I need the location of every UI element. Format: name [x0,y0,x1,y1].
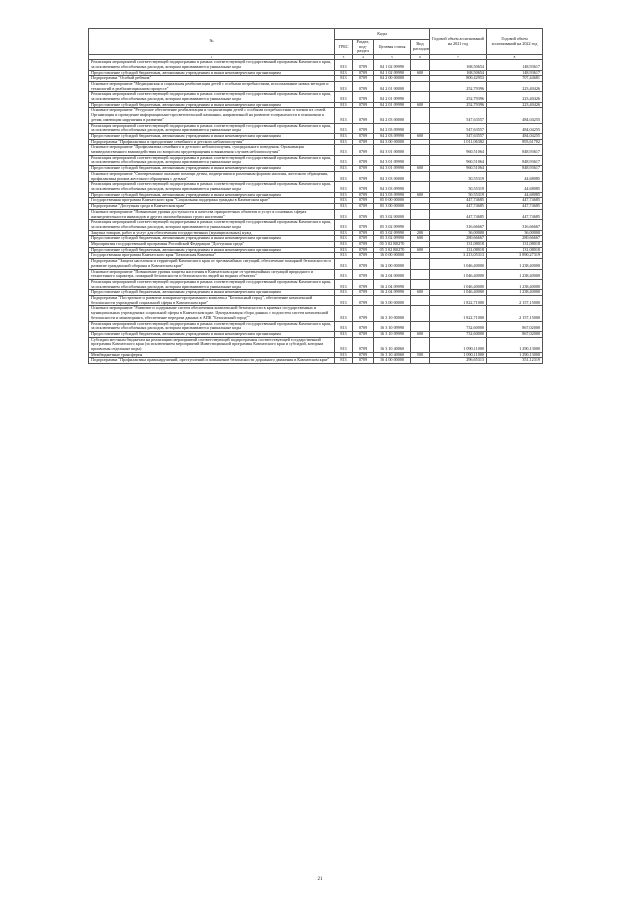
row-vr-cell [411,358,430,364]
row-name-cell: Государственная программа Камчатского края "Безопасная Камчатка" [89,253,335,259]
row-vr-cell [411,269,430,279]
row-grbs-cell: 813 [335,253,353,259]
row-2022-value: 44,68085 [487,182,543,192]
row-name-cell: Реализация мероприятий соответствующей подпрограммы в рамках соответствующей государственной программы Камчатского края, за исключением обособленных расходов, которым присваиваются уникальные коды [89,155,335,165]
row-rzpr-cell: 0709 [353,139,374,145]
row-rzpr-cell: 0709 [353,358,374,364]
table-row [89,60,543,70]
table-row [89,171,543,181]
row-2022-value: 223,40426 [487,81,543,91]
row-vr-cell: 200 [411,230,430,236]
row-vr-cell: 600 [411,192,430,198]
row-name-cell: Подпрограмма "Защита населения и территорий Камчатского края от чрезвычайных ситуаций, обеспечение пожарной безопасности и развитие гражданской обороны в Камчатском крае" [89,259,335,269]
row-name-cell: Реализация мероприятий соответствующей подпрограммы в рамках соответствующей государственной программы Камчатского края, за исключением обособленных расходов, которым присваиваются уникальные коды [89,182,335,192]
row-2022-value: 1 290,13000 [487,337,543,352]
row-rzpr-cell: 0709 [353,76,374,82]
row-rzpr-cell: 0709 [353,296,374,306]
row-2022-value: 2 157,15000 [487,306,543,321]
row-2022-value: 867,02000 [487,331,543,337]
row-grbs-cell: 813 [335,76,353,82]
budget-table [88,28,543,364]
row-vr-cell: 600 [411,70,430,76]
row-grbs-cell: 813 [335,337,353,352]
row-name-cell: Основное мероприятие "Повышение уровня доступности и качества приоритетных объектов и услуг в основных сферах жизнедеятельности инвалидов и других маломобильных групп населения" [89,209,335,219]
row-rzpr-cell: 0709 [353,171,374,181]
row-csr-cell: 04 1 02 09990 [374,70,411,76]
row-vr-cell [411,182,430,192]
row-2021-value: 960,51064 [430,166,487,172]
row-name-cell: Предоставление субсидий бюджетным, автономным учреждениям и иным некоммерческим организациям [89,290,335,296]
row-vr-cell [411,108,430,123]
row-name-cell: Реализация мероприятий соответствующей подпрограммы в рамках соответствующей государственной программы Камчатского края, за исключением обособленных расходов, которым присваиваются уникальные коды [89,60,335,70]
row-2021-value: 131,08018 [430,242,487,248]
table-row [89,81,543,91]
row-grbs-cell: 813 [335,259,353,269]
row-2021-value: 447,74685 [430,198,487,204]
row-2021-value: 547,63557 [430,123,487,133]
row-grbs-cell: 813 [335,321,353,331]
row-2021-value: 252,79396 [430,81,487,91]
row-2022-value: 848,93617 [487,166,543,172]
row-name-cell: Мероприятия государственной программы Российской Федерации "Доступная среда" [89,242,335,248]
row-rzpr-cell: 0709 [353,102,374,108]
row-rzpr-cell: 0709 [353,220,374,230]
row-grbs-cell: 813 [335,220,353,230]
row-name-cell: Межбюджетные трансферты [89,352,335,358]
row-csr-cell: 05 3 02 09990 [374,230,411,236]
row-2021-value: 1 822,71000 [430,296,487,306]
row-2021-value: 3 213,05313 [430,253,487,259]
row-vr-cell [411,92,430,102]
row-rzpr-cell: 0709 [353,321,374,331]
row-grbs-cell: 813 [335,331,353,337]
row-csr-cell: 16 3 10 09990 [374,321,411,331]
row-name-cell: Субсидии местным бюджетам на реализацию мероприятий соответствующей подпрограммы соответствующей государственной программы Камчатского края (за исключением мероприятий Инвестиционной программы Камчатского края и субсидий, которым присвоены отдельные коды) [89,337,335,352]
row-csr-cell: 16 2 04 09990 [374,279,411,289]
row-vr-cell [411,220,430,230]
row-csr-cell: 16 3 10 09990 [374,331,411,337]
row-grbs-cell: 813 [335,171,353,181]
row-csr-cell: 04 2 01 09990 [374,102,411,108]
row-2021-value: 800,42953 [430,76,487,82]
row-2022-value: 1 238,40000 [487,259,543,269]
column-index: 6 [411,55,430,60]
row-rzpr-cell: 0709 [353,60,374,70]
document-page [88,28,542,364]
table-row [89,358,543,364]
row-rzpr-cell: 0709 [353,192,374,198]
row-2022-value: 280,66667 [487,236,543,242]
row-grbs-cell: 813 [335,247,353,253]
row-grbs-cell: 813 [335,230,353,236]
row-2022-value: 1 290,13000 [487,352,543,358]
row-2021-value: 252,79396 [430,92,487,102]
row-2022-value: 447,74685 [487,209,543,219]
row-2022-value: 867,02000 [487,321,543,331]
row-csr-cell: 04 2 00 00000 [374,76,411,82]
row-grbs-cell: 813 [335,166,353,172]
row-vr-cell: 600 [411,247,430,253]
row-csr-cell: 05 3 02 00000 [374,209,411,219]
row-grbs-cell: 813 [335,102,353,108]
row-name-cell: Реализация мероприятий соответствующей подпрограммы в рамках соответствующей государственной программы Камчатского края, за исключением обособленных расходов, которым присваиваются уникальные коды [89,321,335,331]
column-index: 3 [335,55,353,60]
row-name-cell: Основное мероприятие "Профилактика семейного и детского неблагополучия, суицидального поведения. Организация межведомственного взаимодействия по вопросам предотвращения и выявления случаев неблагополучия" [89,145,335,155]
row-rzpr-cell: 0709 [353,92,374,102]
row-csr-cell: 16 4 00 00000 [374,358,411,364]
row-2021-value: 1 090,11000 [430,337,487,352]
row-2021-value: 1 011,06382 [430,139,487,145]
row-rzpr-cell: 0709 [353,352,374,358]
row-2022-value: 447,74685 [487,198,543,204]
row-grbs-cell: 813 [335,290,353,296]
row-rzpr-cell: 0709 [353,242,374,248]
table-row [89,321,543,331]
column-index: 4 [353,55,374,60]
row-name-cell: Реализация мероприятий соответствующей подпрограммы в рамках соответствующей государственной программы Камчатского края, за исключением обособленных расходов, которым присваиваются уникальные коды [89,220,335,230]
row-2021-value: 447,74685 [430,209,487,219]
table-row [89,269,543,279]
row-rzpr-cell: 0709 [353,70,374,76]
table-row [89,182,543,192]
table-row [89,123,543,133]
row-2022-value: 484,04255 [487,133,543,139]
row-2022-value: 447,74685 [487,204,543,210]
row-2022-value: 484,04255 [487,108,543,123]
row-rzpr-cell: 0709 [353,253,374,259]
row-2022-value: 36,00000 [487,230,543,236]
row-2021-value: 50,55319 [430,182,487,192]
row-2021-value: 168,50654 [430,60,487,70]
row-grbs-cell: 813 [335,81,353,91]
row-2022-value: 1 238,40000 [487,290,543,296]
row-name-cell: Предоставление субсидий бюджетным, автономным учреждениям и иным некоммерческим организациям [89,133,335,139]
row-rzpr-cell: 0709 [353,81,374,91]
row-rzpr-cell: 0709 [353,230,374,236]
row-csr-cell: 05 3 02 R0270 [374,247,411,253]
column-header-name: № [89,29,335,55]
row-name-cell: Закупка товаров, работ и услуг для обеспечения государственных (муниципальных) нужд [89,230,335,236]
row-vr-cell [411,259,430,269]
row-2021-value: 960,51064 [430,155,487,165]
row-vr-cell: 500 [411,352,430,358]
row-2021-value: 252,79396 [430,102,487,108]
row-2022-value: 3 890,27319 [487,253,543,259]
row-grbs-cell: 813 [335,145,353,155]
column-header-codes: Коды [335,29,430,40]
column-index: 7 [430,55,487,60]
row-name-cell: Предоставление субсидий бюджетным, автономным учреждениям и иным некоммерческим организациям [89,102,335,108]
row-vr-cell [411,123,430,133]
row-csr-cell: 16 3 10 40060 [374,337,411,352]
row-vr-cell: 600 [411,290,430,296]
row-grbs-cell: 813 [335,60,353,70]
row-2021-value: 1 046,40000 [430,290,487,296]
row-csr-cell: 04 3 01 09990 [374,155,411,165]
row-csr-cell: 04 2 03 00000 [374,108,411,123]
row-name-cell: Реализация мероприятий соответствующей подпрограммы в рамках соответствующей государственной программы Камчатского края, за исключением обособленных расходов, которым присваиваются уникальные коды [89,279,335,289]
table-row [89,92,543,102]
row-vr-cell [411,337,430,352]
row-csr-cell: 16 3 10 00000 [374,306,411,321]
row-name-cell: Основное мероприятие "Медицинская и социальная реабилитация детей с особыми потребностями, использование новых методов и технологий в реабилитационном процессе" [89,81,335,91]
row-2021-value: 1 046,40000 [430,259,487,269]
row-rzpr-cell: 0709 [353,145,374,155]
row-grbs-cell: 813 [335,155,353,165]
row-2022-value: 2 157,15000 [487,296,543,306]
row-2022-value: 223,40426 [487,92,543,102]
row-name-cell: Подпрограмма "Особый ребенок" [89,76,335,82]
row-2021-value: 1 046,40000 [430,269,487,279]
row-rzpr-cell: 0709 [353,182,374,192]
row-csr-cell: 04 2 01 09990 [374,92,411,102]
row-name-cell: Государственная программа Камчатского края "Социальная поддержка граждан в Камчатском крае" [89,198,335,204]
row-csr-cell: 04 3 03 09990 [374,192,411,198]
row-vr-cell [411,60,430,70]
row-name-cell: Подпрограмма "Доступная среда в Камчатском крае" [89,204,335,210]
row-rzpr-cell: 0709 [353,306,374,321]
row-csr-cell: 05 3 02 R0270 [374,242,411,248]
row-csr-cell: 04 2 03 09990 [374,133,411,139]
column-header-vr: Вид расходов [411,40,430,55]
row-grbs-cell: 813 [335,242,353,248]
row-vr-cell [411,81,430,91]
row-2021-value: 131,08018 [430,247,487,253]
table-row [89,337,543,352]
row-grbs-cell: 813 [335,108,353,123]
row-rzpr-cell: 0709 [353,337,374,352]
row-vr-cell: 600 [411,133,430,139]
row-name-cell: Предоставление субсидий бюджетным, автономным учреждениям и иным некоммерческим организациям [89,70,335,76]
row-2022-value: 1 238,40000 [487,279,543,289]
row-2022-value: 351,12319 [487,358,543,364]
row-csr-cell: 16 2 04 00000 [374,269,411,279]
row-grbs-cell: 813 [335,236,353,242]
row-csr-cell: 04 3 00 00000 [374,139,411,145]
row-grbs-cell: 813 [335,358,353,364]
table-row [89,220,543,230]
row-grbs-cell: 813 [335,198,353,204]
row-rzpr-cell: 0709 [353,259,374,269]
row-name-cell: Основное мероприятие "Повышение уровня защиты населения в Камчатском крае от чрезвычайных ситуаций природного и техногенного характера, пожарной безопасности и безопасности людей на водных объектах" [89,269,335,279]
row-rzpr-cell: 0709 [353,209,374,219]
row-name-cell: Предоставление субсидий бюджетным, автономным учреждениям и иным некоммерческим организациям [89,192,335,198]
row-vr-cell [411,155,430,165]
row-2021-value: 732,60000 [430,331,487,337]
row-grbs-cell: 813 [335,269,353,279]
column-header-rzpr: Раздел, под-раздел [353,40,374,55]
row-name-cell: Предоставление субсидий бюджетным, автономным учреждениям и иным некоммерческим организациям [89,166,335,172]
row-vr-cell [411,306,430,321]
row-2021-value: 36,00000 [430,230,487,236]
row-name-cell: Предоставление субсидий бюджетным, автономным учреждениям и иным некоммерческим организациям [89,247,335,253]
row-2021-value: 168,50654 [430,70,487,76]
row-vr-cell [411,171,430,181]
table-row [89,306,543,321]
row-rzpr-cell: 0709 [353,198,374,204]
row-2022-value: 893,61702 [487,139,543,145]
row-csr-cell: 04 1 02 09990 [374,60,411,70]
row-csr-cell: 16 2 04 09990 [374,290,411,296]
row-2022-value: 44,68085 [487,171,543,181]
row-grbs-cell: 813 [335,92,353,102]
row-rzpr-cell: 0709 [353,290,374,296]
row-vr-cell: 600 [411,102,430,108]
row-csr-cell: 16 0 00 00000 [374,253,411,259]
table-row [89,209,543,219]
row-2022-value: 148,93617 [487,60,543,70]
row-2022-value: 148,93617 [487,70,543,76]
row-csr-cell: 04 2 03 09990 [374,123,411,133]
row-2021-value: 547,63557 [430,108,487,123]
row-rzpr-cell: 0709 [353,204,374,210]
row-name-cell: Основное мероприятие "Ресурсное обеспечение реабилитации и социализации детей с особыми потребностями и членов их семей. Организация и проведение информационно-просветительской кампании, направленной на развитие толерантности в отношении к детям, имеющим нарушения в развитии" [89,108,335,123]
row-vr-cell [411,296,430,306]
row-2021-value: 732,60000 [430,321,487,331]
row-csr-cell: 16 3 10 40060 [374,352,411,358]
row-name-cell: Основное мероприятие "Своевременное оказание помощи детям, подвергшимся различным формам насилия, жестокого обращения, профилактика рисков жестокого обращения с детьми" [89,171,335,181]
row-2022-value: 316,66667 [487,220,543,230]
row-rzpr-cell: 0709 [353,247,374,253]
row-grbs-cell: 813 [335,209,353,219]
row-2022-value: 707,44681 [487,76,543,82]
row-grbs-cell: 813 [335,139,353,145]
column-header-grbs: ГРБС [335,40,353,55]
row-grbs-cell: 813 [335,123,353,133]
row-grbs-cell: 813 [335,296,353,306]
row-rzpr-cell: 0709 [353,108,374,123]
row-name-cell: Подпрограмма "Профилактика и преодоление семейного и детского неблагополучия" [89,139,335,145]
row-2021-value: 960,51064 [430,145,487,155]
row-csr-cell: 05 0 00 00000 [374,198,411,204]
row-2021-value: 50,55319 [430,171,487,181]
page-number: 21 [317,877,323,882]
row-csr-cell: 16 3 00 00000 [374,296,411,306]
row-name-cell: Предоставление субсидий бюджетным, автономным учреждениям и иным некоммерческим организациям [89,236,335,242]
row-rzpr-cell: 0709 [353,269,374,279]
row-name-cell: Реализация мероприятий соответствующей подпрограммы в рамках соответствующей государственной программы Камчатского края, за исключением обособленных расходов, которым присваиваются уникальные коды [89,123,335,133]
table-row [89,259,543,269]
row-name-cell: Основное мероприятие "Развитие и содержание систем обеспечения комплексной безопасности в краевых государственных и муниципальных учреждениях социальной сферы в Камчатском крае. Централизация сбора данных с подсистем систем комплексной безопасности и мониторинга, обеспечение передачи данных в АПК "Безопасный город"" [89,306,335,321]
row-grbs-cell: 813 [335,192,353,198]
row-grbs-cell: 813 [335,352,353,358]
table-row [89,155,543,165]
row-grbs-cell: 813 [335,279,353,289]
column-index: 5 [374,55,411,60]
row-2021-value: 547,63557 [430,133,487,139]
row-2021-value: 1 046,40000 [430,279,487,289]
row-grbs-cell: 813 [335,306,353,321]
row-rzpr-cell: 0709 [353,279,374,289]
row-csr-cell: 04 3 01 00000 [374,145,411,155]
column-index: 1 [89,55,335,60]
column-header-2021: Годовой объем ассигнований на 2021 год [430,29,487,55]
row-vr-cell [411,209,430,219]
table-row [89,296,543,306]
row-name-cell: Подпрограмма "Построение и развитие аппаратно-программного комплекса "Безопасный город", обеспечение комплексной безопасности учреждений социальной сферы в Камчатском крае" [89,296,335,306]
row-2021-value: 447,74685 [430,204,487,210]
row-2022-value: 44,68085 [487,192,543,198]
row-csr-cell: 16 2 00 00000 [374,259,411,269]
row-2022-value: 131,08018 [487,242,543,248]
column-header-2022: Годовой объем ассигнований на 2022 год [487,29,543,55]
table-row [89,279,543,289]
row-2021-value: 296,65313 [430,358,487,364]
row-vr-cell: 600 [411,331,430,337]
row-grbs-cell: 813 [335,70,353,76]
row-rzpr-cell: 0709 [353,236,374,242]
row-csr-cell: 05 3 02 09990 [374,220,411,230]
row-grbs-cell: 813 [335,133,353,139]
row-rzpr-cell: 0709 [353,123,374,133]
row-2021-value: 316,66667 [430,220,487,230]
row-name-cell: Предоставление субсидий бюджетным, автономным учреждениям и иным некоммерческим организациям [89,331,335,337]
column-header-csr: Целевая статья [374,40,411,55]
row-grbs-cell: 813 [335,204,353,210]
row-vr-cell: 600 [411,166,430,172]
row-csr-cell: 05 3 00 00000 [374,204,411,210]
row-vr-cell [411,145,430,155]
row-rzpr-cell: 0709 [353,133,374,139]
row-2022-value: 484,04255 [487,123,543,133]
row-name-cell: Реализация мероприятий соответствующей подпрограммы в рамках соответствующей государственной программы Камчатского края, за исключением обособленных расходов, которым присваиваются уникальные коды [89,92,335,102]
row-rzpr-cell: 0709 [353,331,374,337]
row-2021-value: 50,55319 [430,192,487,198]
row-csr-cell: 04 2 01 00000 [374,81,411,91]
table-body [89,60,543,364]
row-grbs-cell: 813 [335,182,353,192]
row-2022-value: 848,93617 [487,145,543,155]
table-row [89,145,543,155]
column-index: 8 [487,55,543,60]
row-vr-cell: 600 [411,236,430,242]
row-csr-cell: 04 3 03 09990 [374,182,411,192]
row-csr-cell: 04 3 03 00000 [374,171,411,181]
row-csr-cell: 04 3 01 09990 [374,166,411,172]
row-vr-cell [411,321,430,331]
row-csr-cell: 05 3 02 09990 [374,236,411,242]
row-2022-value: 131,08018 [487,247,543,253]
row-rzpr-cell: 0709 [353,155,374,165]
row-2021-value: 1 090,11000 [430,352,487,358]
row-2021-value: 280,66667 [430,236,487,242]
row-rzpr-cell: 0709 [353,166,374,172]
row-vr-cell [411,279,430,289]
row-2022-value: 223,40426 [487,102,543,108]
row-name-cell: Подпрограмма "Профилактика правонарушений, преступлений и повышение безопасности дорожного движения в Камчатском крае" [89,358,335,364]
row-2022-value: 848,93617 [487,155,543,165]
table-row [89,108,543,123]
row-2022-value: 1 238,40000 [487,269,543,279]
row-2021-value: 1 822,71000 [430,306,487,321]
